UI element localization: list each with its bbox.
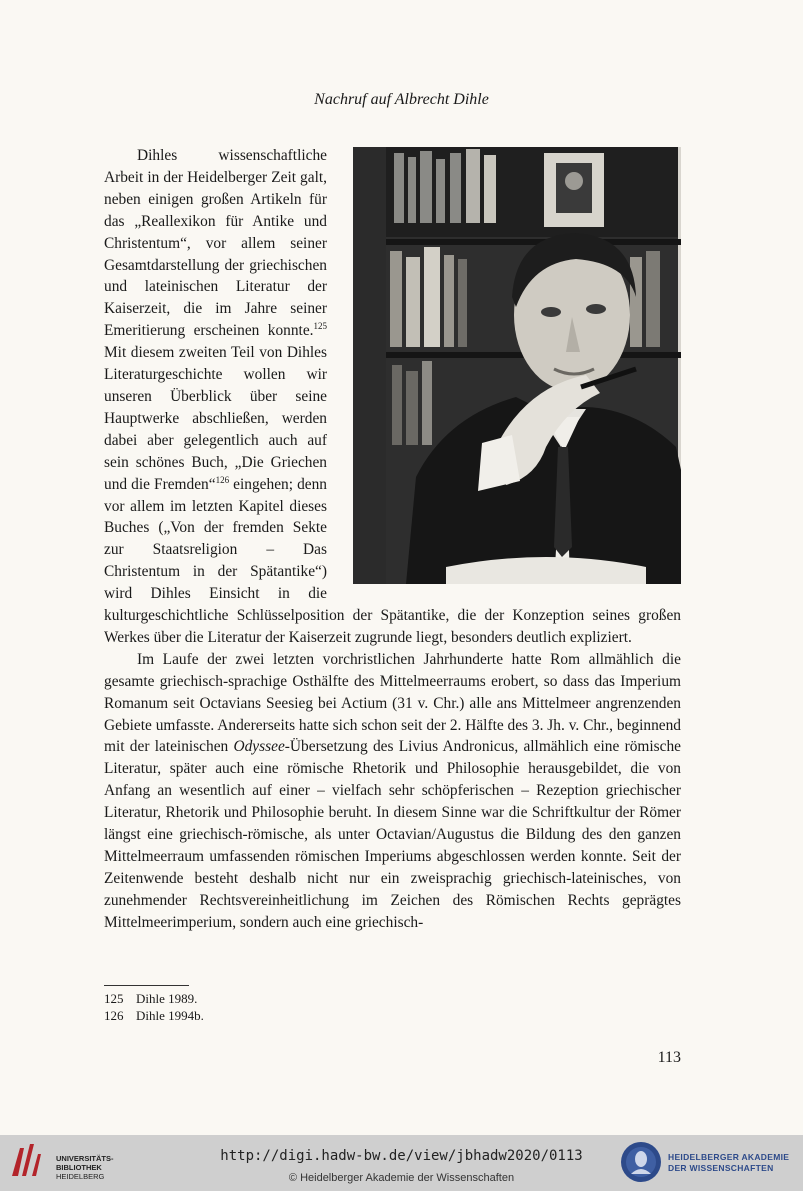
footnote-item: 126 Dihle 1994b. (104, 1008, 204, 1023)
paragraph-2-italic: Odyssee (233, 738, 285, 756)
ub-name: UNIVERSITÄTS- BIBLIOTHEK HEIDELBERG (56, 1154, 114, 1181)
paragraph-1-text-c: eingehen; denn vor allem im letzten Kapitel dieses Buches („Von der fremden Sekte zur Staatsreligion – Das Christentum in der Spätantike“) wird Dihles Einsicht in die kulturgeschichtliche Schlüsselposition der Spätantike, die der Konzeption seines großen Werkes über die Literatur der Kaiserzeit zugrunde liegt, besonders deutlich expliziert. (104, 475, 681, 646)
academy-seal-icon (619, 1140, 663, 1184)
paragraph-2-text-a: Im Laufe der zwei letzten vorchristlichen Jahrhunderte hatte Rom allmählich die gesamte griechisch-sprachige Osthälfte des Mittelmeerraums erobert, so dass das Imperium Romanum seit Octavians Seesieg bei Actium (31 v. Chr.) alle ans Mittelmeer angrenzenden Gebiete umfasste. Andererseits hatte sich schon seit der 2. Hälfte des 3. Jh. v. Chr., beginnend mit der lateinischen (104, 650, 681, 756)
footnote-item: 125 Dihle 1989. (104, 991, 198, 1006)
footnote-ref-126: 126 (215, 474, 230, 485)
paragraph-1-text-a: Dihles wissenschaftliche Arbeit in der Heidelberger Zeit galt, neben einigen großen Artikeln für das „Reallexikon für Antike und Christentum“, vor allem seiner Gesamtdarstellung der griechischen und lateinischen Literatur der Kaiserzeit, die im Jahre seiner Emeritierung erscheinen konnte. (104, 147, 327, 340)
paragraph-2 (104, 649, 681, 934)
viewer-footer (0, 1135, 803, 1191)
academy-name: HEIDELBERGER AKADEMIE DER WISSENSCHAFTEN (668, 1152, 790, 1173)
footnote-ref-125: 125 (313, 321, 327, 332)
page-number: 113 (657, 1049, 681, 1066)
academy-logo[interactable] (619, 1140, 799, 1186)
paragraph-1-text-b: Mit diesem zweiten Teil von Dihles Literaturgeschichte wollen wir unseren Überblick über seine Hauptwerke abschließen, werden dabei aber gelegentlich auch auf sein schönes Buch, „Die Griechen und die Fremden“ (104, 344, 327, 493)
footnotes (104, 990, 204, 1024)
portrait-photo-image (386, 147, 681, 584)
portrait-photo (353, 147, 681, 584)
paragraph-1 (104, 145, 681, 649)
paragraph-2-text-b: -Übersetzung des Livius Andronicus, allmählich eine römische Literatur, später auch eine römische Rhetorik und Philosophie herausgebildet, die von Anfang an wesentlich auf einer – vielfach sehr schöpferischen – Rezeption griechischer Literatur, Rhetorik und Philosophie beruht. In diesem Sinne war die Schriftkultur der Römer längst eine griechisch-römische, als unter Octavian/Augustus die Bildung des den ganzen Mittelmeerraum umfassenden römischen Imperiums abgeschlossen werden konnte. Seit der Zeitenwende besteht deshalb nicht nur ein zweisprachig griechisch-lateinisches, von zunehmender Rechtsvereinheitlichung im Zeichen des Römischen Rechts geprägtes Mittelmeerimperium, sondern auch eine griechisch- (104, 738, 681, 931)
copyright-notice: © Heidelberger Akademie der Wissenschaften (288, 1172, 515, 1184)
running-head: Nachruf auf Albrecht Dihle (314, 91, 489, 108)
permalink-url[interactable]: http://digi.hadw-bw.de/view/jbhadw2020/0113 (220, 1148, 583, 1164)
body-text (104, 145, 681, 934)
footnote-divider (104, 985, 189, 986)
